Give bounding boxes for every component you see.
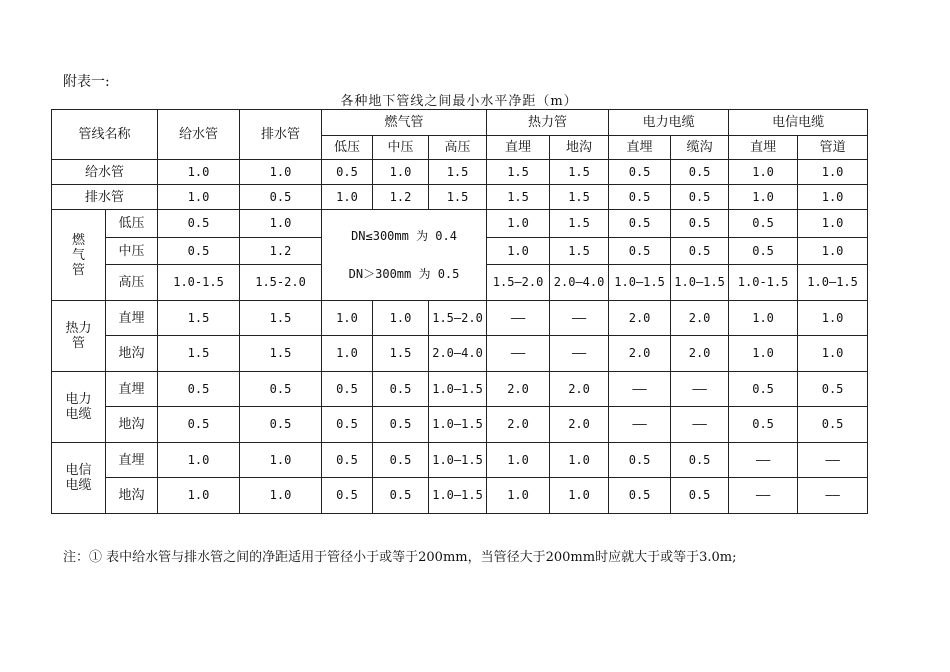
table-cell: 0.5 bbox=[729, 372, 798, 407]
table-cell: 0.5 bbox=[798, 372, 868, 407]
table-cell: 0.5 bbox=[158, 407, 240, 443]
table-row bbox=[52, 336, 868, 372]
table-cell: 0.5 bbox=[671, 238, 729, 265]
annex-label: 附表一: bbox=[63, 74, 110, 90]
table-cell: 1.0–1.5 bbox=[429, 478, 487, 514]
table-cell: 2.0 bbox=[487, 372, 550, 407]
group-label-line: 气 bbox=[71, 247, 85, 263]
table-cell: 1.5 bbox=[487, 160, 550, 185]
table-cell: 1.5–2.0 bbox=[487, 265, 550, 301]
table-cell: 1.0 bbox=[798, 301, 868, 336]
table-cell: –– bbox=[609, 407, 671, 443]
distance-table bbox=[51, 109, 868, 514]
table-cell: 1.0 bbox=[798, 336, 868, 372]
table-cell: 1.0 bbox=[322, 336, 373, 372]
group-label-line: 燃 bbox=[71, 232, 85, 248]
table-cell: 2.0 bbox=[671, 336, 729, 372]
header-power-cable-trench: 缆沟 bbox=[671, 136, 729, 160]
table-cell: 1.0–1.5 bbox=[429, 372, 487, 407]
table-cell: 0.5 bbox=[158, 238, 240, 265]
table-cell: –– bbox=[550, 301, 609, 336]
table-cell: 1.0–1.5 bbox=[429, 407, 487, 443]
header-telecom-direct: 直埋 bbox=[729, 136, 798, 160]
table-cell: 0.5 bbox=[322, 443, 373, 478]
group-label-gas bbox=[52, 210, 106, 301]
table-cell: 1.0 bbox=[798, 210, 868, 238]
table-cell: 0.5 bbox=[240, 407, 322, 443]
table-cell: 0.5 bbox=[609, 210, 671, 238]
table-cell: 1.0 bbox=[487, 238, 550, 265]
group-label-line: 电缆 bbox=[65, 407, 92, 422]
table-row bbox=[52, 372, 868, 407]
table-cell: –– bbox=[798, 443, 868, 478]
table-cell: 0.5 bbox=[322, 160, 373, 185]
table-cell: 1.0 bbox=[322, 185, 373, 210]
row-label: 高压 bbox=[106, 265, 158, 301]
table-cell: 0.5 bbox=[671, 478, 729, 514]
table-cell: –– bbox=[671, 372, 729, 407]
row-label: 给水管 bbox=[52, 160, 158, 185]
table-row bbox=[52, 478, 868, 514]
table-row bbox=[52, 160, 868, 185]
table-cell: 0.5 bbox=[671, 160, 729, 185]
table-cell: 1.0 bbox=[729, 301, 798, 336]
table-row bbox=[52, 301, 868, 336]
table-title: 各种地下管线之间最小水平净距（m） bbox=[340, 94, 578, 109]
table-cell: 1.0-1.5 bbox=[158, 265, 240, 301]
table-cell: 2.0 bbox=[550, 372, 609, 407]
group-label-line: 管 bbox=[71, 336, 85, 351]
table-cell: 1.2 bbox=[373, 185, 429, 210]
table-cell: 1.5 bbox=[240, 301, 322, 336]
table-cell: 0.5 bbox=[373, 407, 429, 443]
table-cell: 1.5 bbox=[373, 336, 429, 372]
header-drainage: 排水管 bbox=[240, 110, 322, 160]
header-pipeline-name: 管线名称 bbox=[52, 110, 158, 160]
row-label: 直埋 bbox=[106, 301, 158, 336]
table-cell: 0.5 bbox=[240, 185, 322, 210]
table-cell: 1.0 bbox=[729, 185, 798, 210]
table-cell: 1.0 bbox=[322, 301, 373, 336]
table-cell: 1.5 bbox=[550, 238, 609, 265]
table-cell: 2.0 bbox=[671, 301, 729, 336]
row-label: 中压 bbox=[106, 238, 158, 265]
table-cell: 0.5 bbox=[798, 407, 868, 443]
gas-note-line: DN＞300mm 为 0.5 bbox=[348, 267, 460, 281]
table-cell: 1.0-1.5 bbox=[729, 265, 798, 301]
table-cell: 1.0 bbox=[798, 238, 868, 265]
header-power-direct: 直埋 bbox=[609, 136, 671, 160]
group-label-telecom bbox=[52, 443, 106, 514]
group-label-line: 电信 bbox=[65, 463, 92, 478]
table-cell: 1.0 bbox=[158, 160, 240, 185]
table-cell: 1.0 bbox=[729, 336, 798, 372]
table-cell: 1.5 bbox=[550, 185, 609, 210]
table-cell: 0.5 bbox=[671, 185, 729, 210]
header-heat-trench: 地沟 bbox=[550, 136, 609, 160]
table-cell: 2.0 bbox=[609, 301, 671, 336]
table-cell: 1.0 bbox=[798, 185, 868, 210]
table-cell: 0.5 bbox=[609, 160, 671, 185]
table-cell: 1.0–1.5 bbox=[429, 443, 487, 478]
header-heat-direct: 直埋 bbox=[487, 136, 550, 160]
group-label-line: 电力 bbox=[65, 392, 92, 407]
gas-note-line: DN≤300mm 为 0.4 bbox=[351, 229, 457, 243]
table-cell: 1.5 bbox=[550, 160, 609, 185]
table-cell: 1.0 bbox=[550, 443, 609, 478]
group-label-heat bbox=[52, 301, 106, 372]
header-water-supply: 给水管 bbox=[158, 110, 240, 160]
table-cell: 1.0 bbox=[487, 478, 550, 514]
table-cell: 1.0 bbox=[729, 160, 798, 185]
row-label: 直埋 bbox=[106, 372, 158, 407]
row-label: 地沟 bbox=[106, 407, 158, 443]
table-cell: 2.0 bbox=[609, 336, 671, 372]
row-label: 地沟 bbox=[106, 336, 158, 372]
footnote: 注：① 表中给水管与排水管之间的净距适用于管径小于或等于200mm，当管径大于200mm时应就大于或等于3.0m; bbox=[63, 550, 737, 565]
table-cell: 1.5 bbox=[240, 336, 322, 372]
table-row bbox=[52, 185, 868, 210]
table-cell: 2.0–4.0 bbox=[429, 336, 487, 372]
table-cell: –– bbox=[798, 478, 868, 514]
table-cell: 1.5 bbox=[429, 160, 487, 185]
table-cell: –– bbox=[550, 336, 609, 372]
table-cell: 0.5 bbox=[609, 185, 671, 210]
table-cell: 0.5 bbox=[158, 372, 240, 407]
table-cell: –– bbox=[671, 407, 729, 443]
table-cell: 1.2 bbox=[240, 238, 322, 265]
table-cell: 1.0–1.5 bbox=[609, 265, 671, 301]
header-heat: 热力管 bbox=[487, 110, 609, 136]
row-label: 排水管 bbox=[52, 185, 158, 210]
gas-spacing-note bbox=[322, 210, 487, 301]
table-cell: 0.5 bbox=[609, 238, 671, 265]
table-cell: 0.5 bbox=[240, 372, 322, 407]
table-cell: 1.5–2.0 bbox=[429, 301, 487, 336]
table-cell: 0.5 bbox=[158, 210, 240, 238]
table-cell: 1.5 bbox=[487, 185, 550, 210]
table-cell: 0.5 bbox=[671, 210, 729, 238]
table-cell: 1.0 bbox=[240, 210, 322, 238]
group-label-power bbox=[52, 372, 106, 443]
table-cell: 1.0 bbox=[240, 478, 322, 514]
group-label-line: 电缆 bbox=[65, 478, 92, 493]
table-cell: 0.5 bbox=[609, 478, 671, 514]
table-cell: 0.5 bbox=[729, 210, 798, 238]
table-cell: 1.5-2.0 bbox=[240, 265, 322, 301]
table-cell: 1.0 bbox=[240, 160, 322, 185]
table-cell: 1.0 bbox=[550, 478, 609, 514]
group-label-line: 管 bbox=[71, 262, 85, 278]
table-cell: 1.5 bbox=[158, 336, 240, 372]
table-cell: 1.0 bbox=[158, 185, 240, 210]
table-cell: 1.0 bbox=[373, 301, 429, 336]
table-cell: 0.5 bbox=[373, 443, 429, 478]
header-telecom-conduit: 管道 bbox=[798, 136, 868, 160]
group-label-line: 热力 bbox=[65, 321, 92, 336]
table-cell: 1.0 bbox=[240, 443, 322, 478]
header-low-pressure: 低压 bbox=[322, 136, 373, 160]
table-cell: 0.5 bbox=[609, 443, 671, 478]
table-cell: 1.5 bbox=[158, 301, 240, 336]
table-cell: 0.5 bbox=[373, 478, 429, 514]
table-cell: –– bbox=[729, 443, 798, 478]
row-label: 地沟 bbox=[106, 478, 158, 514]
table-cell: 0.5 bbox=[729, 407, 798, 443]
table-cell: 1.0 bbox=[487, 443, 550, 478]
table-row bbox=[52, 407, 868, 443]
table-cell: 1.0 bbox=[487, 210, 550, 238]
header-power: 电力电缆 bbox=[609, 110, 729, 136]
table-cell: 1.5 bbox=[429, 185, 487, 210]
table-cell: 2.0–4.0 bbox=[550, 265, 609, 301]
header-high-pressure: 高压 bbox=[429, 136, 487, 160]
header-gas: 燃气管 bbox=[322, 110, 487, 136]
header-mid-pressure: 中压 bbox=[373, 136, 429, 160]
table-row bbox=[52, 210, 868, 238]
table-row bbox=[52, 443, 868, 478]
table-cell: –– bbox=[729, 478, 798, 514]
table-cell: –– bbox=[609, 372, 671, 407]
table-cell: 1.0–1.5 bbox=[671, 265, 729, 301]
table-cell: 0.5 bbox=[322, 407, 373, 443]
table-cell: 1.0 bbox=[373, 160, 429, 185]
table-cell: 1.5 bbox=[550, 210, 609, 238]
table-cell: 0.5 bbox=[729, 238, 798, 265]
table-cell: 1.0 bbox=[158, 443, 240, 478]
table-cell: 2.0 bbox=[550, 407, 609, 443]
table-cell: –– bbox=[487, 336, 550, 372]
row-label: 低压 bbox=[106, 210, 158, 238]
table-cell: –– bbox=[487, 301, 550, 336]
table-cell: 0.5 bbox=[322, 478, 373, 514]
table-cell: 2.0 bbox=[487, 407, 550, 443]
table-cell: 1.0 bbox=[798, 160, 868, 185]
row-label: 直埋 bbox=[106, 443, 158, 478]
table-cell: 0.5 bbox=[322, 372, 373, 407]
table-cell: 0.5 bbox=[373, 372, 429, 407]
table-cell: 1.0 bbox=[158, 478, 240, 514]
header-telecom: 电信电缆 bbox=[729, 110, 868, 136]
table-cell: 1.0–1.5 bbox=[798, 265, 868, 301]
table-cell: 0.5 bbox=[671, 443, 729, 478]
